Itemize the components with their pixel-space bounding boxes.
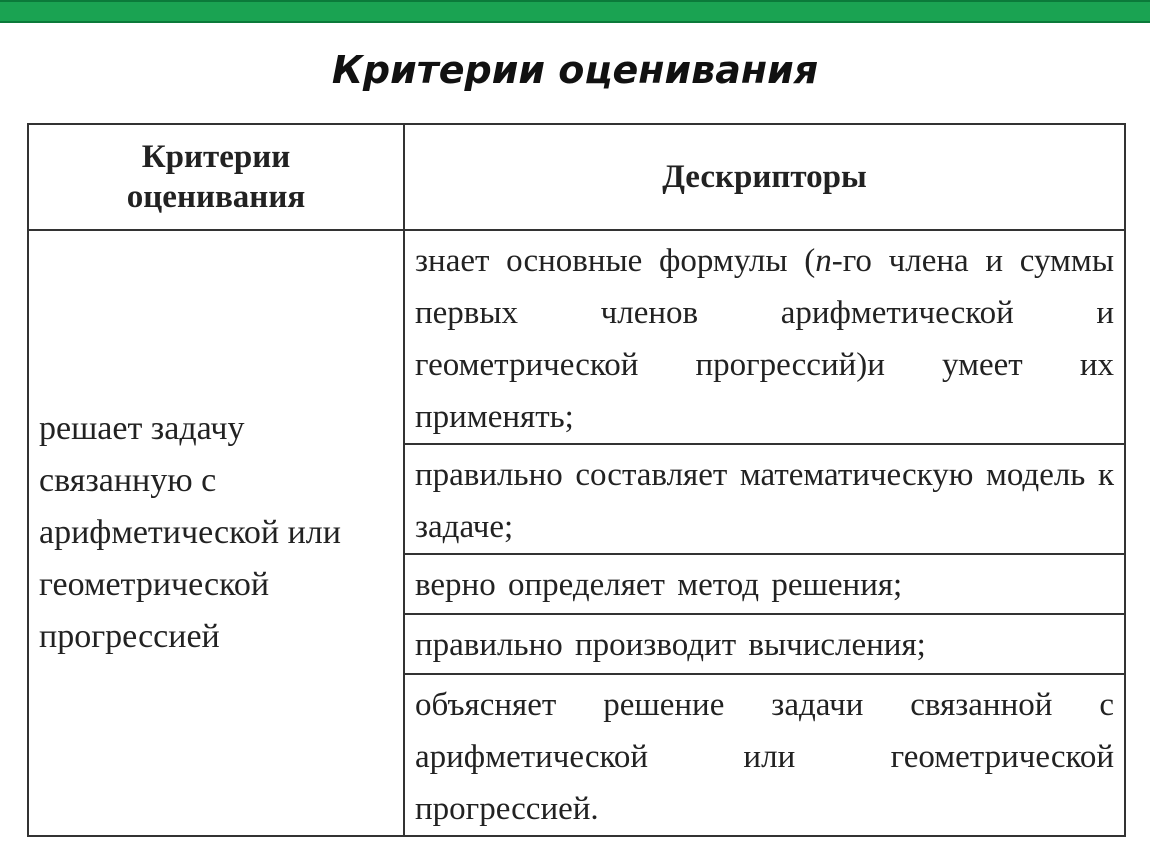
top-accent-bar — [0, 0, 1150, 23]
slide-title: Критерии оценивания — [331, 48, 819, 92]
header-descriptors: Дескрипторы — [404, 124, 1125, 230]
criteria-table — [27, 123, 1126, 837]
table-header-row — [28, 124, 1125, 230]
header-criteria-line2: оценивания — [126, 179, 306, 215]
descriptor-2: правильно составляет математическую модель к задаче; — [404, 444, 1125, 554]
descriptor-5: объясняет решение задачи связанной с арифметической или геометрической прогрессией. — [404, 674, 1125, 836]
header-criteria — [28, 124, 404, 230]
table-row — [28, 230, 1125, 444]
header-criteria-line1: Критерии — [141, 139, 291, 175]
descriptor-4: правильно производит вычисления; — [404, 614, 1125, 674]
descriptor-1-suffix: -го члена и суммы первых членов арифметической и геометрической прогрессий)и умеет их применять; — [415, 243, 1114, 435]
descriptor-1-italic: n — [815, 243, 832, 279]
descriptor-1-prefix: знает основные формулы ( — [415, 243, 816, 279]
descriptor-3: верно определяет метод решения; — [404, 554, 1125, 614]
criterion-cell: решает задачу связанную с арифметической или геометрической прогрессией — [28, 230, 404, 836]
descriptor-1 — [404, 230, 1125, 444]
